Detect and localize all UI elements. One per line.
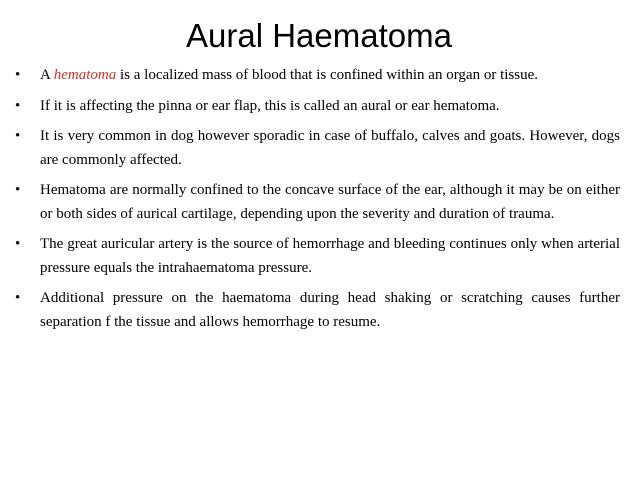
bullet-dot-icon: •	[15, 182, 21, 198]
bullet-text: It is very common in dog however sporadic in case of buffalo, calves and goats. However, dogs are commonly affected.	[40, 128, 620, 168]
bullet-text-pre: A	[40, 67, 54, 83]
bullet-text-post: is a localized mass of blood that is confined within an organ or tissue.	[116, 67, 538, 83]
slide-title: Aural Haematoma	[186, 17, 452, 54]
bullet-text: Additional pressure on the haematoma during head shaking or scratching causes further separation f the tissue and allows hemorrhage to resume.	[40, 290, 620, 330]
bullet-dot-icon: •	[15, 67, 21, 83]
bullet-dot-icon: •	[15, 128, 21, 144]
bullet-item	[0, 64, 638, 88]
bullet-list	[0, 64, 638, 341]
bullet-text: If it is affecting the pinna or ear flap, this is called an aural or ear hematoma.	[40, 97, 500, 114]
bullet-dot-icon: •	[15, 290, 21, 306]
bullet-item	[0, 287, 638, 334]
bullet-dot-icon: •	[15, 97, 21, 114]
bullet-item	[0, 233, 638, 280]
bullet-dot-icon: •	[15, 236, 21, 252]
bullet-item	[0, 125, 638, 172]
bullet-item	[0, 95, 638, 119]
highlighted-term: hematoma	[53, 67, 117, 83]
bullet-text: The great auricular artery is the source of hemorrhage and bleeding continues only when arterial pressure equals the intrahaematoma pressure.	[40, 236, 620, 276]
bullet-item	[0, 179, 638, 226]
bullet-text: Hematoma are normally confined to the concave surface of the ear, although it may be on either or both sides of aurical cartilage, depending upon the severity and duration of trauma.	[40, 182, 620, 222]
